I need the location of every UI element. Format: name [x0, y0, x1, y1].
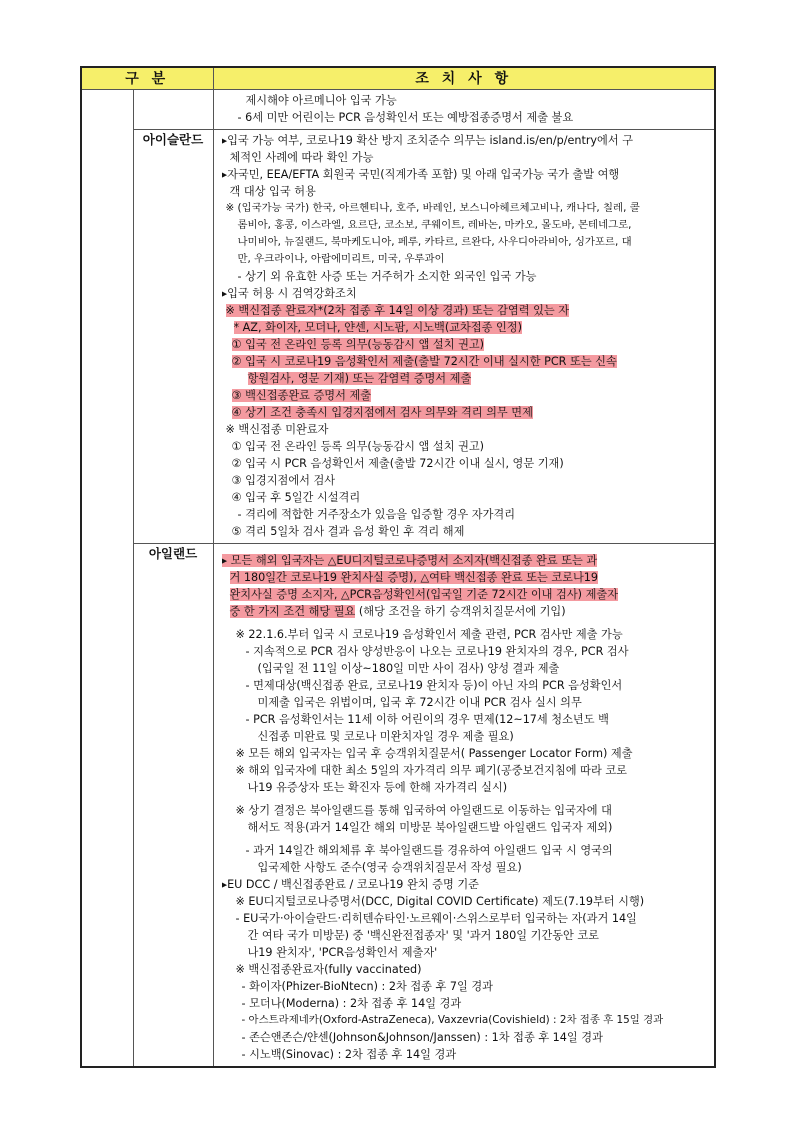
text-line: [222, 353, 709, 370]
text-line: [222, 603, 709, 620]
text-line: [222, 728, 709, 745]
text-line: [222, 132, 709, 149]
line-text: 미제출 입국은 위법이며, 입국 후 72시간 이내 PCR 검사 실시 의무: [257, 696, 582, 709]
text-line: [222, 92, 709, 109]
line-text: 만, 우크라이나, 아랍에미리트, 미국, 우루과이: [237, 253, 445, 265]
line-text: - EU국가·아이슬란드·리히텐슈타인·노르웨이·스위스로부터 입국하는 자(과거 14일: [235, 912, 637, 925]
line-text: ③ 입경지점에서 검사: [231, 474, 336, 487]
text-line: [222, 370, 709, 387]
text-line: [222, 910, 709, 927]
text-line: [222, 109, 709, 126]
measures-lines: [214, 90, 715, 129]
measures-lines: [214, 544, 715, 1066]
line-text: - 상기 외 유효한 사증 또는 거주허가 소지한 외국인 입국 가능: [237, 270, 537, 283]
header-row: [81, 67, 715, 90]
line-text: * AZ, 화이자, 모더나, 얀센, 시노팜, 시노백(교차접종 인정): [233, 321, 522, 334]
line-text: 체적인 사례에 따라 확인 가능: [229, 151, 374, 164]
line-text: 중 한 가지 조건 해당 필요: [229, 605, 356, 618]
text-line: [222, 876, 709, 893]
line-text: ▸자국민, EEA/EFTA 회원국 국민(직계가족 포함) 및 아래 입국가능 국가 출발 여행: [221, 168, 620, 181]
line-tail: (해당 조건을 하기 승객위치질문서에 기입): [355, 605, 566, 618]
line-text: 나미비아, 뉴질랜드, 북마케도니아, 페루, 카타르, 르완다, 사우디아라비아, 싱가포르, 대: [237, 236, 632, 248]
text-line: [222, 523, 709, 540]
text-line: [222, 859, 709, 876]
measures-cell-ireland: [213, 544, 715, 1068]
text-line: [222, 978, 709, 995]
line-text: 해서도 적용(과거 14일간 해외 미방문 북아일랜드발 아일랜드 입국자 제외): [247, 821, 613, 834]
line-text: ※ EU디지털코로나증명서(DCC, Digital COVID Certificate) 제도(7.19부터 시행): [235, 895, 645, 908]
line-text: ※ 백신접종 미완료자: [225, 423, 329, 436]
line-text: ④ 상기 조건 충족시 입경지점에서 검사 의무와 격리 의무 면제: [231, 406, 533, 419]
line-text: ※ 상기 결정은 북아일랜드를 통해 입국하여 아일랜드로 이동하는 입국자에 대: [235, 804, 612, 817]
measures-lines: [214, 130, 715, 543]
line-text: - 시노백(Sinovac) : 2차 접종 후 14일 경과: [241, 1048, 457, 1061]
text-line: [222, 569, 709, 586]
text-line: [222, 1012, 709, 1029]
row-iceland: [81, 130, 715, 544]
line-text: - 아스트라제네카(Oxford-AstraZeneca), Vaxzevria(Covishield) : 2차 접종 후 15일 경과: [241, 1014, 664, 1026]
measures-cell-iceland: [213, 130, 715, 544]
line-text: ① 입국 전 온라인 등록 의무(능동감시 앱 설치 권고): [231, 338, 485, 351]
line-text: ※ 백신접종완료자(fully vaccinated): [235, 963, 422, 976]
text-line: [222, 455, 709, 472]
text-line: [222, 438, 709, 455]
line-text: 간 여타 국가 미방문) 중 '백신완전접종자' 및 '과거 180일 기간동안 코로: [247, 929, 599, 942]
text-line: [222, 302, 709, 319]
text-line: [222, 677, 709, 694]
text-line: [222, 404, 709, 421]
country-iceland: 아이슬란드: [133, 130, 213, 544]
line-text: - 존슨앤존슨/얀센(Johnson&Johnson/Janssen) : 1차 접종 후 14일 경과: [241, 1031, 603, 1044]
line-text: ④ 입국 후 5일간 시설격리: [231, 491, 361, 504]
text-line: [222, 285, 709, 302]
text-line: [222, 944, 709, 961]
text-line: [222, 217, 709, 234]
line-text: - 6세 미만 어린이는 PCR 음성확인서 또는 예방접종증명서 제출 불요: [237, 111, 574, 124]
line-text: ① 입국 전 온라인 등록 의무(능동감시 앱 설치 권고): [231, 440, 485, 453]
measures-cell-continued: [213, 90, 715, 130]
line-text: ▸ 모든 해외 입국자는 △EU디지털코로나증명서 소지자(백신접종 완료 또는 과: [221, 554, 598, 567]
line-text: 신접종 미완료 및 코로나 미완치자일 경우 제출 필요): [257, 730, 514, 743]
row-continued: [81, 90, 715, 130]
line-text: 롬비아, 홍콩, 이스라엘, 요르단, 코소보, 쿠웨이트, 레바논, 마카오, 몰도바, 몬테네그로,: [237, 219, 632, 231]
text-line: [222, 183, 709, 200]
text-line: [222, 762, 709, 779]
text-line: [222, 694, 709, 711]
text-line: [222, 200, 709, 217]
text-line: [222, 251, 709, 268]
line-text: (입국일 전 11일 이상~180일 미만 사이 검사) 양성 결과 제출: [257, 662, 560, 675]
line-text: 나19 유증상자 또는 확진자 등에 한해 자가격리 실시): [247, 781, 508, 794]
line-text: ② 입국 시 PCR 음성확인서 제출(출발 72시간 이내 실시, 영문 기재): [231, 457, 564, 470]
line-text: 객 대상 입국 허용: [229, 185, 316, 198]
line-text: 입국제한 사항도 준수(영국 승객위치질문서 작성 필요): [257, 861, 522, 874]
country-cell-blank: [133, 90, 213, 130]
text-line: [222, 660, 709, 677]
line-text: 거 180일간 코로나19 완치사실 증명), △여타 백신접종 완료 또는 코로나19: [229, 571, 599, 584]
line-text: ⑤ 격리 5일차 검사 결과 음성 확인 후 격리 해제: [231, 525, 465, 538]
region-cell: [81, 90, 133, 1068]
text-line: [222, 893, 709, 910]
text-line: [222, 421, 709, 438]
line-text: - 격리에 적합한 거주장소가 있음을 입증할 경우 자가격리: [237, 508, 515, 521]
line-text: ▸입국 허용 시 검역강화조치: [221, 287, 357, 300]
line-text: - 과거 14일간 해외체류 후 북아일랜드를 경유하여 아일랜드 입국 시 영국의: [245, 844, 613, 857]
text-line: [222, 586, 709, 603]
line-text: ※ 백신접종 완료자*(2차 접종 후 14일 이상 경과) 또는 감염력 있는 자: [225, 304, 570, 317]
line-text: ▸EU DCC / 백신접종완료 / 코로나19 완치 증명 기준: [221, 878, 479, 891]
text-line: [222, 995, 709, 1012]
text-line: [222, 149, 709, 166]
line-text: ※ 해외 입국자에 대한 최소 5일의 자가격리 의무 폐기(공중보건지침에 따라 코로: [235, 764, 627, 777]
line-text: ※ (입국가능 국가) 한국, 아르헨티나, 호주, 바레인, 보스니아헤르체고비나, 캐나다, 칠레, 콜: [225, 202, 640, 214]
line-text: 항원검사, 영문 기재) 또는 감염력 증명서 제출: [247, 372, 472, 385]
header-measures: 조 치 사 항: [213, 67, 715, 90]
text-line: [222, 319, 709, 336]
line-text: 제시해야 아르메니아 입국 가능: [245, 94, 397, 107]
text-line: [222, 552, 709, 569]
country-ireland: 아일랜드: [133, 544, 213, 1068]
text-line: [222, 1029, 709, 1046]
text-line: [222, 472, 709, 489]
text-line: [222, 626, 709, 643]
text-line: [222, 506, 709, 523]
line-text: - PCR 음성확인서는 11세 이하 어린이의 경우 면제(12~17세 청소년도 백: [245, 713, 609, 726]
text-line: [222, 489, 709, 506]
text-line: [222, 711, 709, 728]
text-line: [222, 387, 709, 404]
row-ireland: [81, 544, 715, 1068]
line-text: ② 입국 시 코로나19 음성확인서 제출(출발 72시간 이내 실시한 PCR 또는 신속: [231, 355, 617, 368]
line-text: ▸입국 가능 여부, 코로나19 확산 방지 조치준수 의무는 island.is/en/p/entry에서 구: [221, 134, 634, 147]
text-line: [222, 1046, 709, 1063]
line-text: 완치사실 증명 소지자, △PCR음성확인서(입국일 기준 72시간 이내 검사) 제출자: [229, 588, 619, 601]
text-line: [222, 927, 709, 944]
text-line: [222, 779, 709, 796]
text-line: [222, 802, 709, 819]
header-category: 구 분: [81, 67, 213, 90]
line-text: - 모더나(Moderna) : 2차 접종 후 14일 경과: [241, 997, 462, 1010]
line-text: ※ 22.1.6.부터 입국 시 코로나19 음성확인서 제출 관련, PCR 검사만 제출 가능: [235, 628, 623, 641]
line-text: - 화이자(Phizer-BioNtecn) : 2차 접종 후 7일 경과: [241, 980, 493, 993]
text-line: [222, 842, 709, 859]
line-text: ③ 백신접종완료 증명서 제출: [231, 389, 372, 402]
text-line: [222, 745, 709, 762]
line-text: - 면제대상(백신접종 완료, 코로나19 완치자 등)이 아닌 자의 PCR 음성확인서: [245, 679, 623, 692]
text-line: [222, 643, 709, 660]
measures-table: [80, 66, 716, 1068]
text-line: [222, 166, 709, 183]
text-line: [222, 234, 709, 251]
line-text: ※ 모든 해외 입국자는 입국 후 승객위치질문서( Passenger Locator Form) 제출: [235, 747, 633, 760]
text-line: [222, 268, 709, 285]
text-line: [222, 336, 709, 353]
line-text: - 지속적으로 PCR 검사 양성반응이 나오는 코로나19 완치자의 경우, PCR 검사: [245, 645, 629, 658]
text-line: [222, 819, 709, 836]
text-line: [222, 961, 709, 978]
line-text: 나19 완치자', 'PCR음성확인서 제출자': [247, 946, 438, 959]
